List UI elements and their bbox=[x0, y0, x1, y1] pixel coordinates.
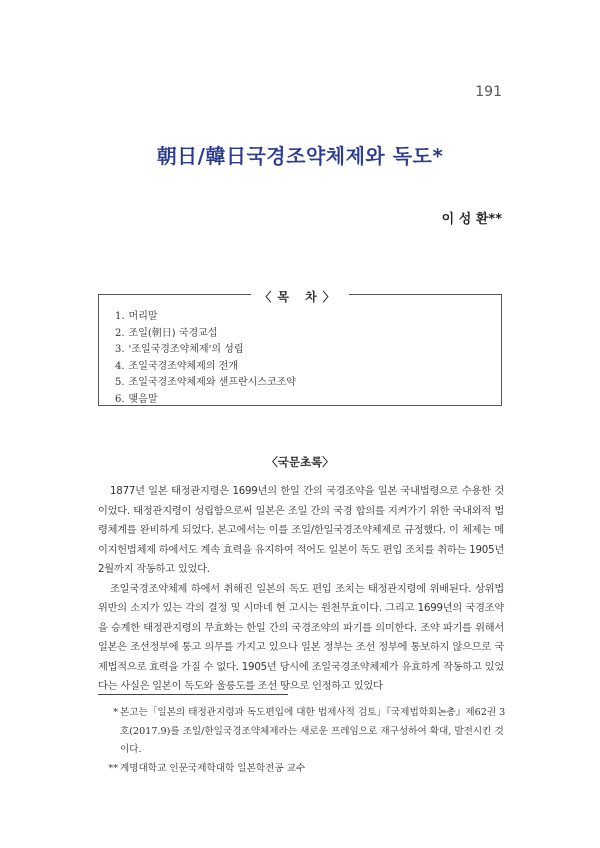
toc-item-text: 조일국경조약체제와 샌프란시스코조약 bbox=[128, 377, 296, 388]
footnote bbox=[98, 760, 508, 779]
toc-item bbox=[115, 359, 296, 376]
toc-item bbox=[115, 342, 296, 359]
toc-item-number: 4. bbox=[115, 360, 125, 372]
page-number: 191 bbox=[475, 84, 502, 100]
toc-item bbox=[115, 392, 296, 409]
toc-item bbox=[115, 375, 296, 392]
toc-box bbox=[98, 290, 502, 406]
toc-list bbox=[115, 309, 296, 408]
footnote-mark: * bbox=[113, 707, 118, 718]
toc-heading-wrap bbox=[99, 286, 501, 305]
toc-item-number: 3. bbox=[115, 344, 125, 355]
toc-item-text: '조일국경조약체제'의 성립 bbox=[128, 344, 244, 355]
toc-item-text: 조일국경조약체제의 전개 bbox=[128, 360, 238, 372]
footnote-mark: ** bbox=[108, 762, 118, 774]
toc-item-number: 1. bbox=[115, 311, 125, 322]
toc-item-text: 머리말 bbox=[128, 311, 158, 322]
abstract-paragraph: 1877년 일본 태정관지령은 1699년의 한일 간의 국경조약을 일본 국내법령으로 수용한 것이었다. 태정관지령이 성립함으로써 일본은 조일 간의 국경 합의를 지켜가기 위한 국내외적 법령체계를 완비하게 되었다. 본고에서는 이를 조일/한일국경조약체제로 규정했다. 이 체제는 메이지헌법체제 하에서도 계속 효력을 유지하여 적어도 일본이 독도 편입 조치를 취하는 1905년 2월까지 작동하고 있었다. bbox=[98, 486, 504, 575]
abstract-body bbox=[98, 482, 504, 697]
author-name: 이 성 환** bbox=[441, 212, 502, 227]
toc-item-text: 맺음말 bbox=[128, 393, 158, 405]
footnotes bbox=[98, 704, 508, 778]
toc-item-number: 5. bbox=[115, 377, 125, 388]
toc-item-text: 조일(朝日) 국경교섭 bbox=[128, 327, 218, 339]
toc-item-number: 2. bbox=[115, 327, 125, 339]
toc-item bbox=[115, 309, 296, 326]
footnote bbox=[98, 704, 508, 760]
abstract-heading: 〈국문초록〉 bbox=[266, 455, 334, 469]
toc-heading: 〈목 차〉 bbox=[251, 290, 348, 304]
paper-title: 朝日/韓日국경조약체제와 독도* bbox=[156, 144, 444, 168]
toc-item-number: 6. bbox=[115, 393, 125, 405]
footnote-divider bbox=[98, 694, 288, 695]
abstract-paragraph: 조일국경조약체제 하에서 취해진 일본의 독도 편입 조치는 태정관지령에 위배된다. 상위법 위반의 소지가 있는 각의 결정 및 시마네 현 고시는 원천무효이다. 그리고 1699년의 국경조약을 승계한 태정관지령의 무효화는 한일 간의 국경조약의 파기를 의미한다. 조약 파기를 위해서 일본은 조선정부에 통고 의무를 가지고 있으나 일본 정부는 조선 정부에 통보하지 않으므로 국제법적으로 효력을 가질 수 없다. 1905년 당시에 조일국경조약체제가 유효하게 작동하고 있었다는 사실은 일본이 독도와 울릉도를 조선 땅으로 인정하고 있었다 bbox=[98, 583, 504, 692]
toc-item bbox=[115, 326, 296, 343]
footnote-text: 계명대학교 인문국제학대학 일본학전공 교수 bbox=[120, 762, 306, 774]
footnote-text: 본고는「일본의 태정관지령과 독도편입에 대한 법제사적 검토」『국제법학회논총』제62권 3호(2017.9)를 조일/한일국경조약체제라는 새로운 프레임으로 재구성하여 확대, 발전시킨 것이다. bbox=[120, 707, 506, 755]
